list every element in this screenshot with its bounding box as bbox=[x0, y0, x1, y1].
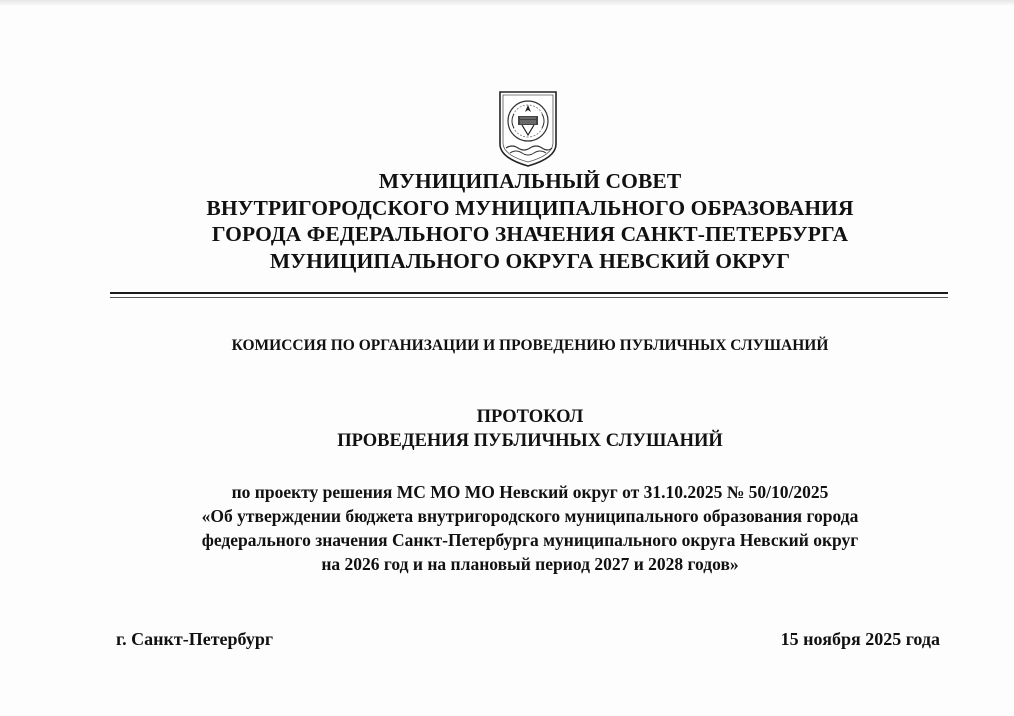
commission-title: КОМИССИЯ ПО ОРГАНИЗАЦИИ И ПРОВЕДЕНИЮ ПУБЛИЧНЫХ СЛУШАНИЙ bbox=[231, 337, 829, 354]
protocol-subtitle: ПРОВЕДЕНИЯ ПУБЛИЧНЫХ СЛУШАНИЙ bbox=[337, 431, 723, 451]
scan-edge bbox=[0, 0, 1014, 6]
heading-line-2: ВНУТРИГОРОДСКОГО МУНИЦИПАЛЬНОГО ОБРАЗОВАНИЯ bbox=[206, 195, 854, 220]
header-divider bbox=[110, 292, 948, 294]
date-text: 15 ноября 2025 года bbox=[780, 629, 940, 649]
subject-line-3: федерального значения Санкт-Петербурга муниципального округа Невский округ bbox=[201, 530, 859, 550]
header-divider-thin bbox=[110, 297, 948, 298]
heading-line-4: МУНИЦИПАЛЬНОГО ОКРУГА НЕВСКИЙ ОКРУГ bbox=[269, 248, 791, 273]
protocol-title: ПРОТОКОЛ bbox=[476, 407, 584, 427]
heading-line-3: ГОРОДА ФЕДЕРАЛЬНОГО ЗНАЧЕНИЯ САНКТ-ПЕТЕРБУРГА bbox=[211, 222, 849, 246]
subject-line-2: «Об утверждении бюджета внутригородского муниципального образования города bbox=[201, 506, 859, 526]
protocol-heading bbox=[110, 405, 950, 453]
subject-line-1: по проекту решения МС МО МО Невский округ от 31.10.2025 № 50/10/2025 bbox=[231, 482, 829, 502]
subject-line-4: на 2026 год и на плановый период 2027 и 2028 годов» bbox=[321, 554, 739, 574]
place-text: г. Санкт-Петербург bbox=[116, 629, 274, 649]
heading-line-1: МУНИЦИПАЛЬНЫЙ СОВЕТ bbox=[378, 169, 682, 193]
council-heading bbox=[110, 168, 950, 274]
coat-of-arms-icon bbox=[496, 88, 560, 168]
subject-block bbox=[110, 480, 950, 576]
